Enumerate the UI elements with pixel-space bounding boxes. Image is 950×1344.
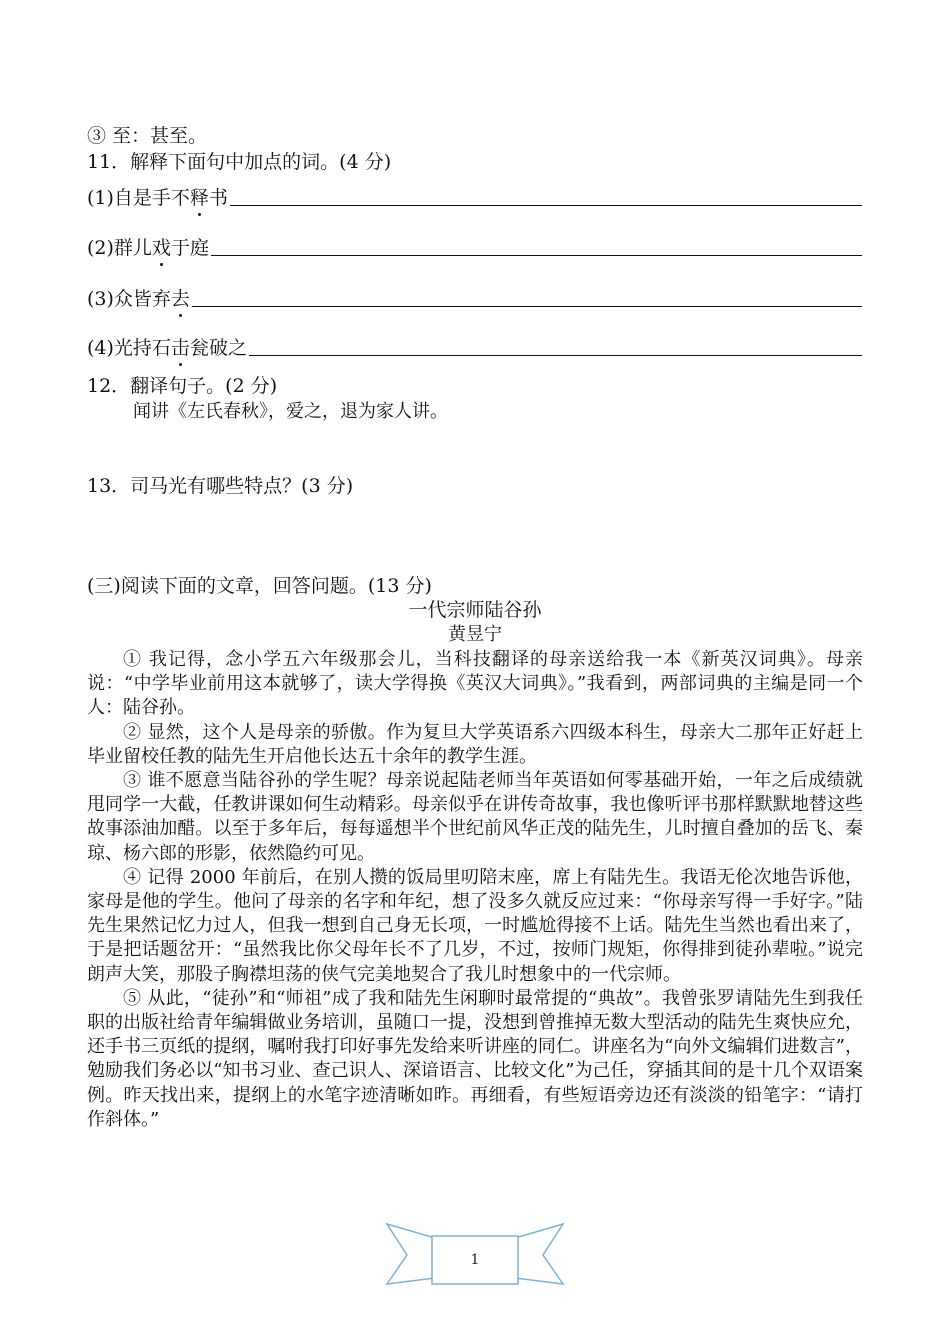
article-body [87, 648, 863, 1132]
article-author: 黄昱宁 [448, 624, 502, 645]
question-11-item-1: (1)自是手不释书 [87, 184, 862, 210]
dotted-char: 去 [171, 284, 190, 311]
question-12-heading: 12．翻译句子。(2 分) [87, 375, 278, 397]
question-11-item-3: (3)众皆弃去 [87, 285, 862, 311]
dotted-char: 戏 [152, 233, 171, 260]
dotted-char: 击 [171, 333, 190, 360]
question-13-heading: 13．司马光有哪些特点？(3 分) [87, 475, 354, 497]
article-paragraph-5: ⑤ 从此，“徒孙”和“师祖”成了我和陆先生闲聊时最常提的“典故”。我曾张罗请陆先生到我任职的出版社给青年编辑做业务培训，虽随口一提，没想到曾推掉无数大型活动的陆先生爽快应允，还手书三页纸的提纲，嘱咐我打印好事先发给来听讲座的同仁。讲座名为“向外文编辑们进数言”，勉励我们务必以“知书习业、查己识人、深谙语言、比较文化”为己任，穿插其间的是十几个双语案例。昨天找出来，提纲上的水笔字迹清晰如昨。再细看，有些短语旁边还有淡淡的铅笔字：“请打作斜体。” [87, 987, 863, 1130]
article-paragraph-1: ① 我记得，念小学五六年级那会儿，当科技翻译的母亲送给我一本《新英汉词典》。母亲说：“中学毕业前用这本就够了，读大学得换《英汉大词典》。”我看到，两部词典的主编是同一个人：陆谷孙。 [87, 649, 863, 719]
answer-blank-3[interactable] [192, 306, 862, 307]
answer-blank-2[interactable] [211, 255, 862, 256]
question-12-sentence: 闻讲《左氏春秋》，爱之，退为家人讲。 [133, 401, 448, 422]
article-title: 一代宗师陆谷孙 [408, 599, 542, 621]
article-paragraph-2: ② 显然，这个人是母亲的骄傲。作为复旦大学英语系六四级本科生，母亲大二那年正好赶上毕业留校任教的陆先生开启他长达五十余年的教学生涯。 [87, 721, 863, 767]
page-number: 1 [470, 1252, 480, 1268]
question-11-item-2: (2)群儿戏于庭 [87, 234, 862, 260]
annotation-note-3: ③ 至：甚至。 [87, 125, 208, 147]
section-3-heading: (三)阅读下面的文章，回答问题。(13 分) [87, 575, 432, 597]
article-paragraph-3: ③ 谁不愿意当陆谷孙的学生呢？母亲说起陆老师当年英语如何零基础开始，一年之后成绩就甩同学一大截，任教讲课如何生动精彩。母亲似乎在讲传奇故事，我也像听评书那样默默地替这些故事添油加醋。以至于多年后，每每遥想半个世纪前风华正茂的陆先生，儿时擅自叠加的岳飞、秦琼、杨六郎的形影，依然隐约可见。 [87, 770, 863, 864]
article-paragraph-4: ④ 记得 2000 年前后，在别人攒的饭局里叨陪末座，席上有陆先生。我语无伦次地告诉他，家母是他的学生。他问了母亲的名字和年纪，想了没多久就反应过来：“你母亲写得一手好字。”陆先生果然记忆力过人，但我一想到自己身无长项，一时尴尬得接不上话。陆先生当然也看出来了，于是把话题岔开：“虽然我比你父母年长不了几岁，不过，按师门规矩，你得排到徒孙辈啦。”说完朗声大笑，那股子胸襟坦荡的侠气完美地契合了我儿时想象中的一代宗师。 [87, 866, 863, 985]
answer-blank-1[interactable] [230, 205, 862, 206]
question-11-heading: 11．解释下面句中加点的词。(4 分) [87, 151, 392, 173]
question-11-item-4: (4)光持石击瓮破之 [87, 334, 862, 360]
dotted-char: 释 [190, 183, 209, 210]
answer-blank-4[interactable] [249, 355, 862, 356]
